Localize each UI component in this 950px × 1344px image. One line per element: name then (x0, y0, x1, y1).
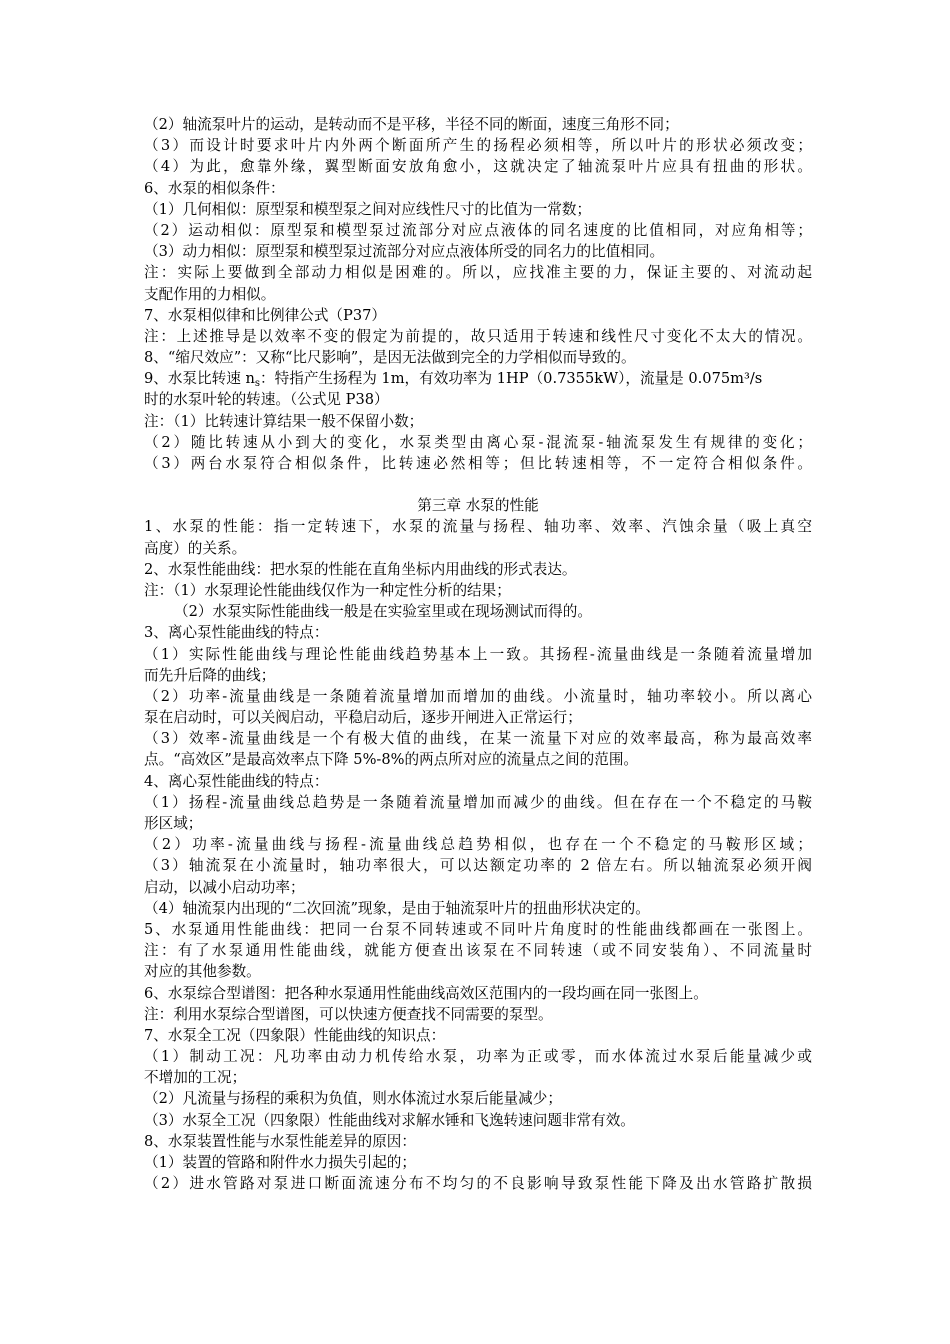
text-line: 8、水泵装置性能与水泵性能差异的原因： (144, 1132, 416, 1150)
section-specific-speed-notes (144, 389, 812, 474)
text-line: 点。“高效区”是最高效率点下降 5%-8%的两点所对应的流量点之间的范围。 (144, 751, 639, 769)
text-line: 时的水泵叶轮的转速。（公式见 P38） (144, 391, 389, 409)
text-line: 注：（1）比转速计算结果一般不保留小数； (144, 412, 424, 430)
text-line: 注：上述推导是以效率不变的假定为前提的，故只适用于转速和线性尺寸变化不太大的情况。 (144, 327, 812, 345)
specific-speed-line (144, 368, 812, 389)
ns-prefix: 9、水泵比转速 n (144, 370, 255, 388)
text-line: 注：实际上要做到全部动力相似是困难的。所以，应找准主要的力，保证主要的、对流动起 (144, 264, 812, 282)
ns-subscript: s (254, 378, 261, 390)
text-line: 3、离心泵性能曲线的特点： (144, 624, 329, 642)
text-line: （2）进水管路对泵进口断面流速分布不均匀的不良影响导致泵性能下降及出水管路扩散损 (144, 1175, 812, 1193)
text-line: （2）轴流泵叶片的运动，是转动而不是平移，半径不同的断面，速度三角形不同； (144, 116, 679, 133)
ns-suffix: ：特指产生扬程为 1m，有效功率为 1HP（0.7355kW），流量是 0.075m³/s (260, 370, 763, 388)
text-line: （4）轴流泵内出现的“二次回流”现象，是由于轴流泵叶片的扭曲形状决定的。 (144, 899, 650, 917)
text-line: 泵在启动时，可以关阀启动，平稳启动后，逐步开闸进入正常运行； (144, 709, 582, 727)
document-body (144, 114, 812, 1194)
text-line: 对应的其他参数。 (144, 963, 261, 981)
section-pump-performance (144, 516, 812, 1194)
text-line: （2）功率-流量曲线与扬程-流量曲线总趋势相似，也存在一个不稳定的马鞍形区域； (144, 836, 812, 854)
text-line: （1）几何相似：原型泵和模型泵之间对应线性尺寸的比值为一常数； (144, 200, 592, 218)
text-line: 而先升后降的曲线； (144, 666, 276, 684)
text-line: 6、水泵的相似条件： (144, 179, 285, 197)
text-line: 7、水泵全工况（四象限）性能曲线的知识点： (144, 1026, 446, 1044)
text-line: 高度）的关系。 (144, 539, 247, 557)
text-line: （4）为此，愈靠外缘，翼型断面安放角愈小，这就决定了轴流泵叶片应具有扭曲的形状。 (144, 158, 812, 176)
text-line: 7、水泵相似律和比例律公式（P37） (144, 306, 386, 324)
text-line: 5、水泵通用性能曲线：把同一台泵不同转速或不同叶片角度时的性能曲线都画在一张图上。 (144, 920, 812, 938)
text-line: （1）装置的管路和附件水力损失引起的； (144, 1154, 416, 1171)
text-line: 注：利用水泵综合型谱图，可以快速方便查找不同需要的泵型。 (144, 1005, 553, 1023)
text-line: （2）水泵实际性能曲线一般是在实验室里或在现场测试而得的。 (174, 603, 592, 621)
text-line: 8、“缩尺效应”：又称“比尺影响”，是因无法做到完全的力学相似而导致的。 (144, 349, 636, 367)
text-line: （2）功率-流量曲线是一条随着流量增加而增加的曲线。小流量时，轴功率较小。所以离心 (144, 687, 812, 705)
text-line: 2、水泵性能曲线：把水泵的性能在直角坐标内用曲线的形式表达。 (144, 560, 577, 578)
text-line: 形区域； (144, 815, 203, 832)
text-line: 6、水泵综合型谱图：把各种水泵通用性能曲线高效区范围内的一段均画在同一张图上。 (144, 984, 708, 1002)
section-axial-pump-similarity (144, 114, 812, 368)
text-line: （3）动力相似：原型泵和模型泵过流部分对应点液体所受的同名力的比值相同。 (144, 243, 665, 261)
text-line: （3）轴流泵在小流量时，轴功率很大，可以达额定功率的 2 倍左右。所以轴流泵必须开阀 (144, 857, 812, 875)
text-line: （3）水泵全工况（四象限）性能曲线对求解水锤和飞逸转速问题非常有效。 (144, 1111, 635, 1129)
chapter-title: 第三章 水泵的性能 (417, 497, 539, 515)
text-line: （2）运动相似：原型泵和模型泵过流部分对应点液体的同名速度的比值相同，对应角相等； (144, 221, 812, 239)
text-line: 不增加的工况； (144, 1069, 247, 1087)
text-line: （3）效率-流量曲线是一个有极大值的曲线，在某一流量下对应的效率最高，称为最高效率 (144, 730, 812, 748)
text-line: （3）而设计时要求叶片内外两个断面所产生的扬程必须相等，所以叶片的形状必须改变； (144, 137, 812, 155)
text-line: （2）随比转速从小到大的变化，水泵类型由离心泵-混流泵-轴流泵发生有规律的变化； (144, 433, 812, 451)
text-line: （2）凡流量与扬程的乘积为负值，则水体流过水泵后能量减少； (144, 1090, 562, 1108)
text-line: 1、水泵的性能：指一定转速下，水泵的流量与扬程、轴功率、效率、汽蚀余量（吸上真空 (144, 518, 812, 536)
text-line: （3）两台水泵符合相似条件，比转速必然相等；但比转速相等，不一定符合相似条件。 (144, 455, 812, 472)
text-line: 启动，以减小启动功率； (144, 878, 305, 896)
text-line: （1）扬程-流量曲线总趋势是一条随着流量增加而减少的曲线。但在存在一个不稳定的马鞍 (144, 793, 812, 811)
text-line: 4、离心泵性能曲线的特点： (144, 772, 329, 790)
text-line: 注：有了水泵通用性能曲线，就能方便查出该泵在不同转速（或不同安装角）、不同流量时 (144, 942, 812, 960)
text-line: 支配作用的力相似。 (144, 285, 276, 303)
text-line: （1）制动工况：凡功率由动力机传给水泵，功率为正或零，而水体流过水泵后能量减少或 (144, 1048, 812, 1066)
text-line: （1）实际性能曲线与理论性能曲线趋势基本上一致。其扬程-流量曲线是一条随着流量增加 (144, 645, 812, 663)
text-line: 注：（1）水泵理论性能曲线仅作为一种定性分析的结果； (144, 581, 511, 599)
